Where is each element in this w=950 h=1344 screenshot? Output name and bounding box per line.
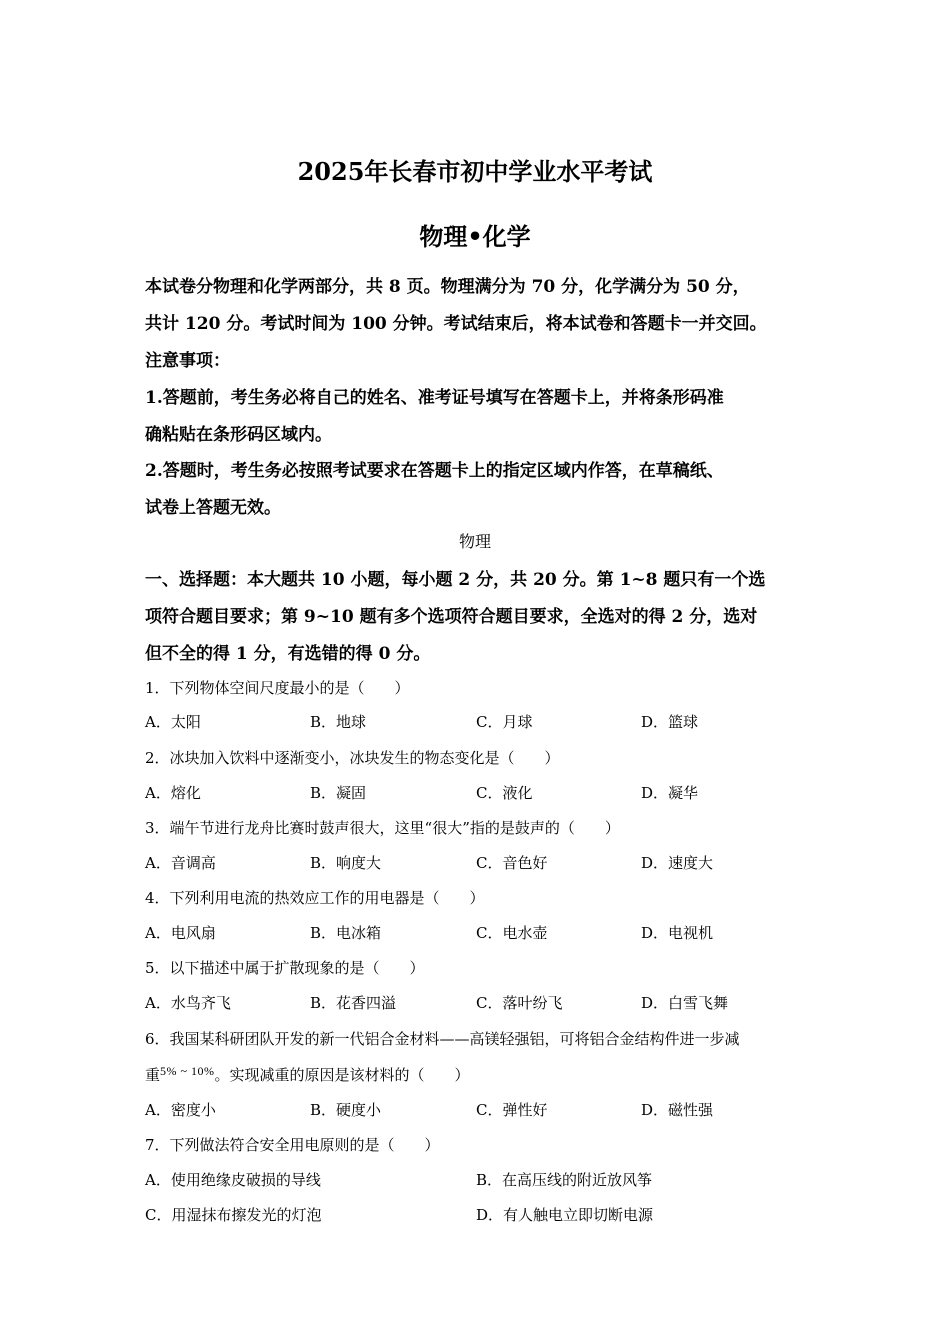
question-3-option-b: B．响度大 [310, 854, 382, 872]
intro-line-2: 共计 120 分。考试时间为 100 分钟。考试结束后，将本试卷和答题卡一并交回。 [145, 314, 767, 334]
question-7-option-d: D．有人触电立即切断电源 [476, 1206, 654, 1224]
intro-line-1: 本试卷分物理和化学两部分，共 8 页。物理满分为 70 分，化学满分为 50 分， [145, 277, 750, 297]
physics-section-title: 物理 [458, 532, 491, 551]
question-5-option-c: C．落叶纷飞 [476, 994, 563, 1012]
note-2-line-1: 2.答题时，考生务必按照考试要求在答题卡上的指定区域内作答，在草稿纸、 [145, 461, 724, 481]
question-7-stem: 7．下列做法符合安全用电原则的是（ ） [145, 1136, 440, 1154]
question-5-stem: 5．以下描述中属于扩散现象的是（ ） [145, 959, 425, 977]
question-2-option-c: C．液化 [476, 784, 533, 802]
part1-instructions-line-3: 但不全的得 1 分，有选错的得 0 分。 [145, 644, 431, 664]
question-6-option-a: A．密度小 [145, 1101, 216, 1119]
question-4-option-c: C．电水壶 [476, 924, 548, 942]
question-3-option-d: D．速度大 [641, 854, 714, 872]
question-6-option-b: B．硬度小 [310, 1101, 382, 1119]
question-6-stem-suffix: 。实现减重的原因是该材料的（ ） [214, 1066, 470, 1084]
part1-instructions-line-2: 项符合题目要求；第 9~10 题有多个选项符合题目要求，全选对的得 2 分，选对 [145, 607, 758, 627]
exam-subject: 物理•化学 [419, 222, 531, 251]
question-6-option-d: D．磁性强 [641, 1101, 714, 1119]
exam-title: 2025年长春市初中学业水平考试 [297, 157, 653, 186]
question-3-stem: 3．端午节进行龙舟比赛时鼓声很大，这里“很大”指的是鼓声的（ ） [145, 819, 620, 837]
question-5-option-b: B．花香四溢 [310, 994, 397, 1012]
question-6-stem-line-1: 6．我国某科研团队开发的新一代铝合金材料——高镁轻强铝，可将铝合金结构件进一步减 [145, 1030, 740, 1048]
question-1-option-a: A．太阳 [145, 713, 201, 731]
question-2-stem: 2．冰块加入饮料中逐渐变小，冰块发生的物态变化是（ ） [145, 749, 560, 767]
question-7-option-b: B．在高压线的附近放风筝 [476, 1171, 653, 1189]
question-1-option-b: B．地球 [310, 713, 367, 731]
question-3-option-c: C．音色好 [476, 854, 548, 872]
note-1-line-1: 1.答题前，考生务必将自己的姓名、准考证号填写在答题卡上，并将条形码准 [145, 388, 724, 408]
question-6-option-c: C．弹性好 [476, 1101, 548, 1119]
question-1-option-c: C．月球 [476, 713, 533, 731]
question-5-option-d: D．白雪飞舞 [641, 994, 729, 1012]
question-1-option-d: D．篮球 [641, 713, 699, 731]
question-7-option-a: A．使用绝缘皮破损的导线 [145, 1171, 321, 1189]
question-4-option-d: D．电视机 [641, 924, 714, 942]
question-6-stem-line-2 [145, 1064, 470, 1085]
question-1-stem: 1．下列物体空间尺度最小的是（ ） [145, 679, 410, 697]
question-4-option-b: B．电冰箱 [310, 924, 382, 942]
question-6-percentage-range: 5% ~ 10% [160, 1064, 215, 1078]
question-3-option-a: A．音调高 [145, 854, 216, 872]
question-7-option-c: C．用湿抹布擦发光的灯泡 [145, 1206, 322, 1224]
question-2-option-b: B．凝固 [310, 784, 367, 802]
question-2-option-a: A．熔化 [145, 784, 201, 802]
question-5-option-a: A．水鸟齐飞 [145, 994, 231, 1012]
note-2-line-2: 试卷上答题无效。 [145, 498, 281, 518]
notes-heading: 注意事项： [145, 351, 230, 371]
note-1-line-2: 确粘贴在条形码区域内。 [145, 425, 332, 445]
question-4-stem: 4．下列利用电流的热效应工作的用电器是（ ） [145, 889, 485, 907]
question-6-stem-prefix: 重 [145, 1066, 161, 1084]
part1-instructions-line-1: 一、选择题：本大题共 10 小题，每小题 2 分，共 20 分。第 1~8 题只有一个选 [145, 570, 766, 590]
question-4-option-a: A．电风扇 [145, 924, 216, 942]
question-2-option-d: D．凝华 [641, 784, 699, 802]
